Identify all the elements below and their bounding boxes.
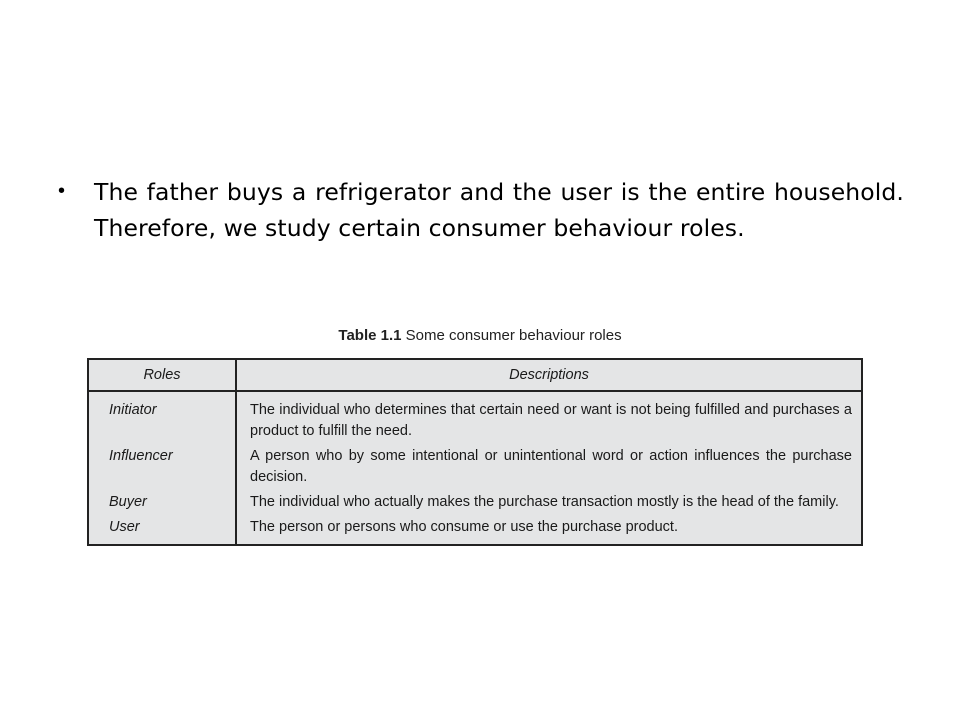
table-row (88, 492, 862, 517)
description-cell: The individual who actually makes the purchase transaction mostly is the head of the family. (250, 494, 839, 510)
role-cell: Influencer (88, 446, 236, 492)
table-caption (0, 327, 960, 344)
role-cell: Buyer (88, 492, 236, 517)
bullet-point (58, 174, 904, 246)
role-cell: User (88, 517, 236, 545)
role-cell: Initiator (88, 391, 236, 446)
table-row (88, 446, 862, 492)
table-row (88, 517, 862, 545)
description-cell: A person who by some intentional or unintentional word or action influences the purchase decision. (250, 448, 852, 485)
table-row (88, 391, 862, 446)
table-header-row (88, 359, 862, 391)
description-cell: The individual who determines that certain need or want is not being fulfilled and purchases a product to fulfill the need. (250, 402, 852, 439)
header-descriptions: Descriptions (236, 359, 862, 391)
bullet-text: The father buys a refrigerator and the user is the entire household. Therefore, we study certain consumer behaviour roles. (94, 178, 904, 242)
roles-table (87, 358, 863, 546)
header-roles: Roles (88, 359, 236, 391)
table-caption-text: Some consumer behaviour roles (405, 327, 622, 344)
description-cell: The person or persons who consume or use the purchase product. (250, 519, 678, 535)
table-caption-label: Table 1.1 (338, 327, 402, 344)
bullet-symbol: • (58, 180, 66, 202)
